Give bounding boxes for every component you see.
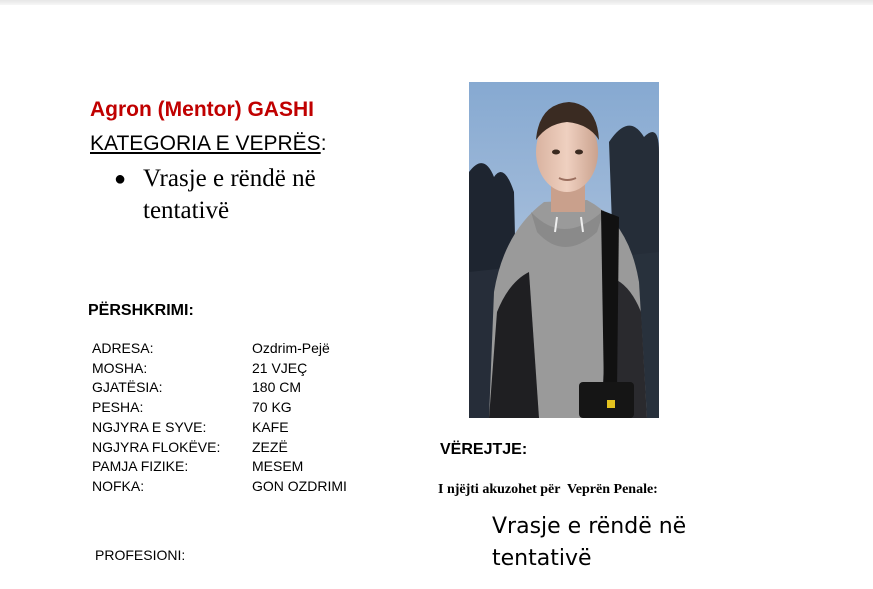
field-row-height [92,378,347,398]
top-shadow-bar [0,0,873,5]
offense-category-label: KATEGORIA E VEPRËS [90,132,321,155]
field-row-hair-color [92,438,347,458]
field-label: ADRESA: [92,340,154,356]
field-value: 180 CM [252,379,302,396]
field-value: Ozdrim-Pejë [252,340,330,356]
offense-category-colon: : [320,132,327,155]
field-value: ZEZË [252,438,288,455]
field-row-address [92,339,347,359]
description-title: PËRSHKRIMI: [88,302,194,319]
description-table [92,339,347,497]
field-label: NOFKA: [92,477,145,494]
accused-statement: I njëjti akuzohet për Veprën Penale: [438,482,658,497]
field-value: KAFE [252,418,289,435]
offense-category-heading [90,132,327,156]
field-row-age [92,359,347,379]
field-label: PAMJA FIZIKE: [92,458,189,475]
field-value: 21 VJEÇ [252,359,308,376]
field-label: GJATËSIA: [92,379,163,396]
field-value: MESEM [252,458,304,475]
field-value: GON OZDRIMI [252,477,347,494]
field-row-nickname [92,477,347,497]
field-row-build [92,457,347,477]
field-value: 70 KG [252,399,292,416]
profession-label: PROFESIONI: [95,547,186,563]
accused-offense: Vrasje e rëndë në tentativë [492,514,687,571]
offense-list [114,163,384,227]
suspect-photo [469,82,659,418]
field-label: PESHA: [92,399,144,416]
bullet-icon: ● [114,168,127,190]
field-row-weight [92,398,347,418]
field-label: NGJYRA FLOKËVE: [92,438,221,455]
offense-item: Vrasje e rëndë në tentativë [143,165,316,224]
field-label: MOSHA: [92,359,148,376]
person-name: Agron (Mentor) GASHI [90,98,314,121]
field-row-eye-color [92,418,347,438]
notes-title: VËREJTJE: [440,441,528,458]
field-label: NGJYRA E SYVE: [92,418,207,435]
